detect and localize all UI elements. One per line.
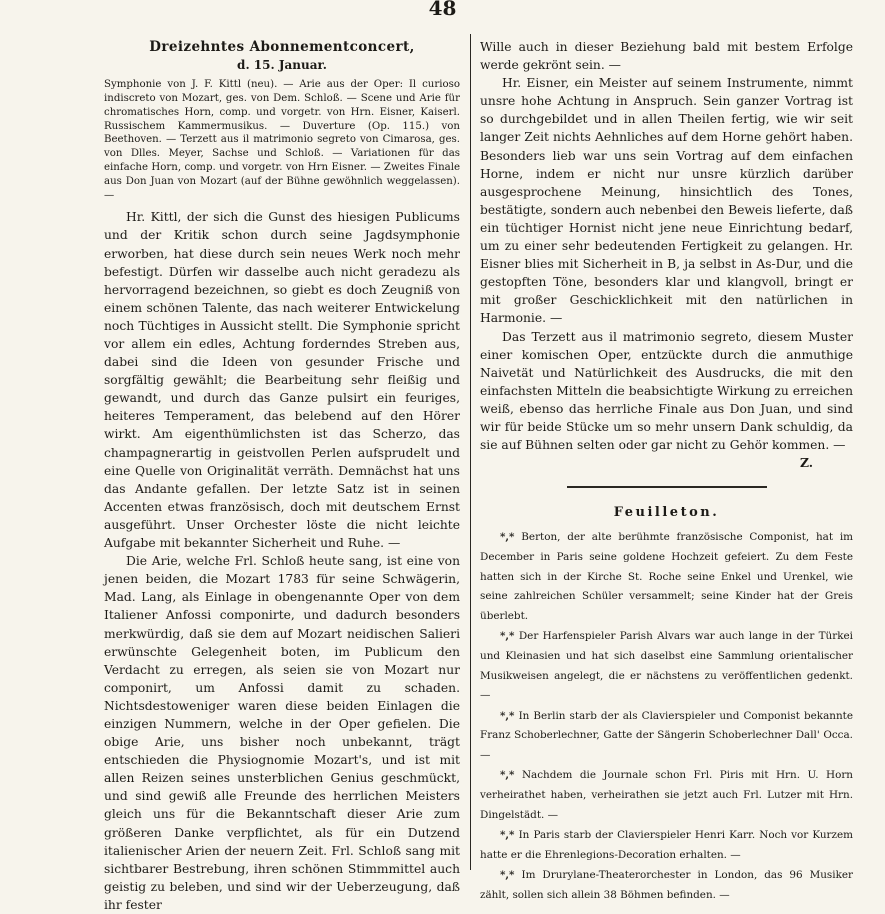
feuilleton-list	[480, 528, 853, 905]
concert-heading: Dreizehntes Abonnementconcert,	[149, 39, 415, 55]
column-divider	[470, 34, 471, 870]
review-paragraph: Hr. Kittl, der sich die Gunst des hiesigen Publicums und der Kritik schon durch seine Jagdsymphonie erworben, hat diese durch sein neues Werk noch mehr befestigt. Dürfen wir dasselbe auch nicht geradezu als hervorragend bezeichnen, so giebt es doch Zeugniß von einem schönen Talente, das nach weiterer Entwickelung noch Tüchtiges in Aussicht stellt. Die Symphonie spricht vor allem ein edles, Achtung forderndes Streben aus, dabei sind die Ideen von gesunder Frische und sorgfältig gewählt; die Bearbeitung sehr fleißig und gewandt, und durch das Ganze pulsirt ein feuriges, heiteres Temperament, das belebend auf den Hörer wirkt. Am eigenthümlichsten ist das Scherzo, das champagnerartig in geistvollen Perlen aufsprudelt und eine Quelle von Originalität verräth. Demnächst hat uns das Andante gefallen. Der letzte Satz ist in seinen Accenten etwas französisch, doch mit deutschem Ernst ausgeführt. Unser Orchester löste die nicht leichte Aufgabe mit bekannter Sicherheit und Ruhe. —	[104, 210, 460, 551]
left-column	[104, 38, 460, 914]
concert-date: d. 15. Januar.	[237, 58, 327, 73]
news-item: *,* In Berlin starb der als Clavierspieler und Componist bekannte Franz Schoberlechner, Gatte der Sängerin Schoberlechner Dall' Occa. —	[480, 709, 853, 761]
asterism-icon: *,*	[500, 869, 515, 882]
asterism-icon: *,*	[500, 531, 515, 544]
news-item: *,* Im Drurylane-Theaterorchester in London, das 96 Musiker zählt, sollen sich allein 38 Böhmen befinden. —	[480, 869, 853, 902]
asterism-icon: *,*	[500, 829, 515, 842]
news-item: *,* Der Harfenspieler Parish Alvars war auch lange in der Türkei und Kleinasien und hat sich daselbst eine Sammlung orientalischer Musikweisen angelegt, die er nächstens zu veröffentlichen gedenkt. —	[480, 630, 853, 702]
concert-program: Symphonie von J. F. Kittl (neu). — Arie aus der Oper: Il curioso indiscreto von Mozart, ges. von Dem. Schloß. — Scene und Arie für chromatisches Horn, comp. und vorgetr. von Hrn. Eisner, Kaiserl. Russischem Kammermusikus. — Duverture (Op. 115.) von Beethoven. — Terzett aus il matrimonio segreto von Cimarosa, ges. von Dlles. Meyer, Sachse und Schloß. — Variationen für das einfache Horn, comp. und vorgetr. von Hrn Eisner. — Zweites Finale aus Don Juan von Mozart (auf der Bühne gewöhnlich weggelassen). —	[104, 79, 460, 201]
page-number: 48	[428, 0, 457, 20]
asterism-icon: *,*	[500, 769, 515, 782]
news-item: *,* In Paris starb der Clavierspieler Henri Karr. Noch vor Kurzem hatte er die Ehrenlegions-Decoration erhalten. —	[480, 829, 853, 861]
author-signoff: Z.	[799, 455, 813, 471]
section-rule	[567, 486, 767, 488]
review-paragraph: Die Arie, welche Frl. Schloß heute sang, ist eine von jenen beiden, die Mozart 1783 für seine Schwägerin, Mad. Lang, als Einlage in obengenannte Oper von dem Italiener Anfossi componirte, und dadurch besonders merkwürdig, daß sie dem auf Mozart neidischen Salieri erwünschte Gelegenheit boten, im Publicum den Verdacht zu erregen, als seien sie von Mozart nur componirt, um Anfossi damit zu schaden. Nichtsdestoweniger waren diese beiden Einlagen die einzigen Nummern, welche in der Oper gefielen. Die obige Arie, uns bisher noch unbekannt, trägt entschieden die Physiognomie Mozart's, und ist mit allen Reizen seines unsterblichen Genius geschmückt, und sind gewiß alle Freunde des herrlichen Meisters gleich uns für die Bekanntschaft dieser Arie zum größeren Danke verpflichtet, als für ein Dutzend italienischer Arien der neuern Zeit. Frl. Schloß sang mit sichtbarer Bestrebung, ihren schönen Stimmmittel auch geistig zu beleben, und sind wir der Ueberzeugung, daß ihr fester	[104, 554, 460, 912]
asterism-icon: *,*	[500, 709, 515, 722]
news-item: *,* Berton, der alte berühmte französische Componist, hat im December in Paris seine goldene Hochzeit gefeiert. Zu dem Feste hatten sich in der Kirche St. Roche seine Enkel und Urenkel, wie seine zahlreichen Schüler versammelt; seine Kinder hat der Greis überlebt.	[480, 531, 853, 622]
news-item: *,* Nachdem die Journale schon Frl. Piris mit Hrn. U. Horn verheirathet haben, verheirathen sie jetzt auch Frl. Lutzer mit Hrn. Dingelstädt. —	[480, 769, 853, 821]
feuilleton-heading: Feuilleton.	[613, 505, 720, 521]
review-continuation: Wille auch in dieser Beziehung bald mit bestem Erfolge werde gekrönt sein. —	[480, 40, 853, 73]
review-paragraph: Hr. Eisner, ein Meister auf seinem Instrumente, nimmt unsre hohe Achtung in Anspruch. Sein ganzer Vortrag ist so durchgebildet und in allen Theilen fertig, wie wir seit langer Zeit nichts Aehnliches auf dem Horne gehört haben. Besonders lieb war uns sein Vortrag auf dem einfachen Horne, indem er nicht nur unsre kürzlich darüber ausgesprochene Meinung, hinsichtlich des Tones, bestätigte, sondern auch nebenbei den Beweis lieferte, daß ein tüchtiger Hornist nicht jene neue Einrichtung bedarf, um zu einer sehr bedeutenden Fertigkeit zu gelangen. Hr. Eisner blies mit Sicherheit in B, ja selbst in As-Dur, und die gestopften Töne, besonders klar und klangvoll, bringt er mit großer Geschicklichkeit mit den natürlichen in Harmonie. —	[480, 76, 853, 326]
asterism-icon: *,*	[500, 630, 515, 643]
right-column	[480, 38, 853, 907]
review-paragraph: Das Terzett aus il matrimonio segreto, diesem Muster einer komischen Oper, entzückte durch die anmuthige Naivetät und Natürlichkeit des Ausdrucks, die mit den einfachsten Mitteln die beabsichtigte Wirkung zu erreichen weiß, ebenso das herrliche Finale aus Don Juan, und sind wir für beide Stücke um so mehr unsern Dank schuldig, da sie auf Bühnen selten oder gar nicht zu Gehör kommen. —	[480, 329, 853, 453]
